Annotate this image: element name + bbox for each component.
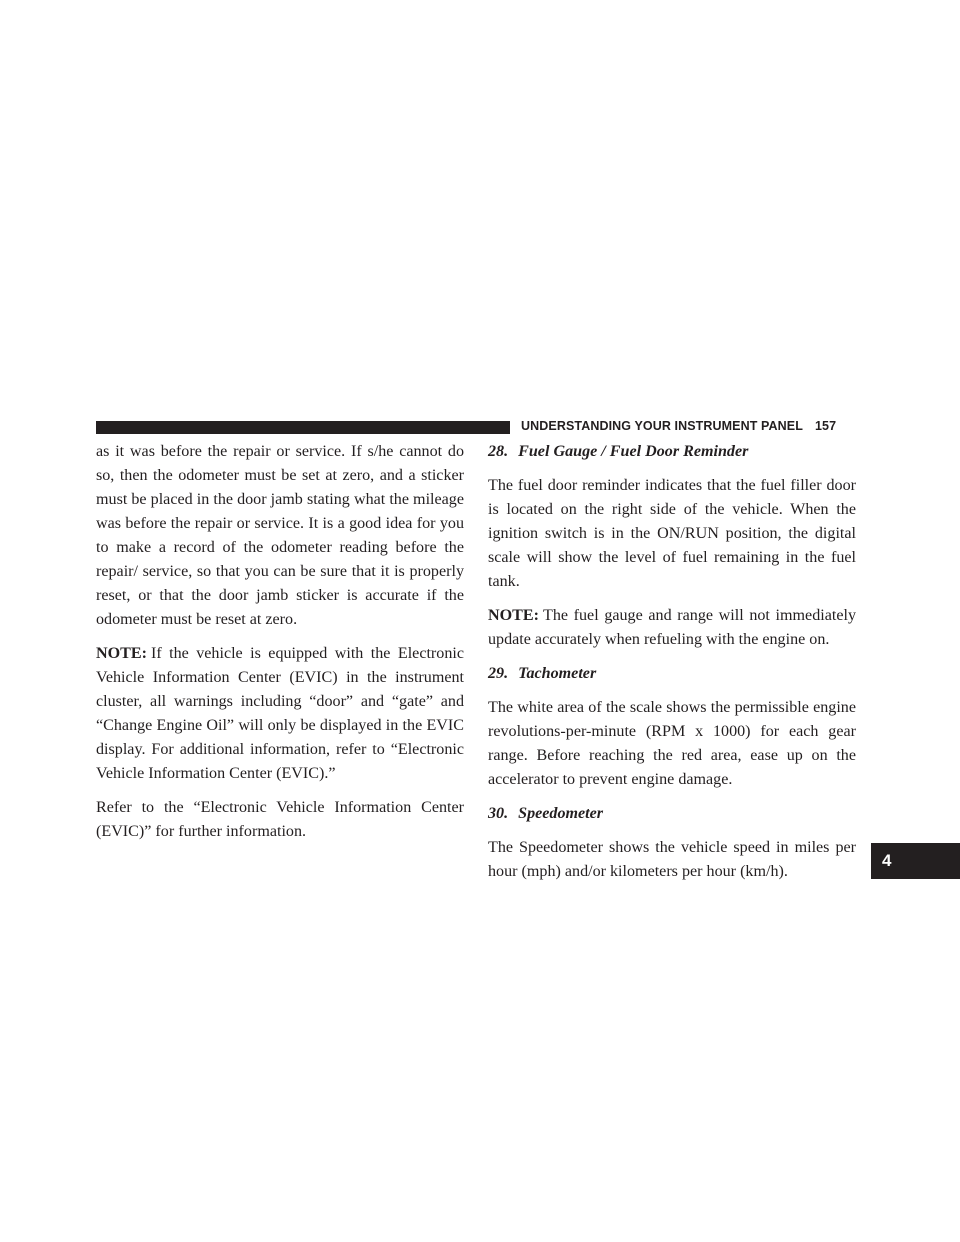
right-column	[488, 440, 856, 894]
chapter-number: 4	[882, 851, 892, 870]
fuel-gauge-note	[488, 604, 856, 652]
tachometer-heading	[488, 662, 856, 686]
speedometer-paragraph: The Speedometer shows the vehicle speed in miles per hour (mph) and/or kilometers per hour (km/h).	[488, 839, 856, 880]
section-title: Speedometer	[518, 805, 604, 822]
section-number: 30.	[488, 805, 509, 822]
note-text: If the vehicle is equipped with the Electronic Vehicle Information Center (EVIC) in the instrument cluster, all warnings including “door” and “gate” and “Change Engine Oil” will only be displayed in the EVIC display. For additional information, refer to “Electronic Vehicle Information Center (EVIC).”	[96, 645, 464, 782]
running-header	[521, 419, 836, 433]
left-column	[96, 440, 464, 854]
note-label: NOTE:	[96, 645, 147, 662]
odometer-paragraph: as it was before the repair or service. If s/he cannot do so, then the odometer must be set at zero, and a sticker must be placed in the door jamb stating what the mileage was before the repair or service. It is a good idea for you to make a record of the odometer reading before the repair/ service, so that you can be sure that it is properly reset, or that the door jamb sticker is accurate if the odometer must be reset at zero.	[96, 443, 464, 628]
tachometer-paragraph: The white area of the scale shows the permissible engine revolutions-per-minute (RPM x 1000) for each gear range. Before reaching the red area, ease up on the accelerator to prevent engine damage.	[488, 699, 856, 788]
chapter-tab	[871, 843, 960, 879]
fuel-gauge-paragraph: The fuel door reminder indicates that the fuel filler door is located on the right side of the vehicle. When the ignition switch is in the ON/RUN position, the digital scale will show the level of fuel remaining in the fuel tank.	[488, 477, 856, 590]
section-number: 28.	[488, 443, 509, 460]
note-label: NOTE:	[488, 607, 539, 624]
evic-reference-paragraph: Refer to the “Electronic Vehicle Information Center (EVIC)” for further information.	[96, 799, 464, 840]
section-title: UNDERSTANDING YOUR INSTRUMENT PANEL	[521, 419, 803, 433]
note-text: The fuel gauge and range will not immediately update accurately when refueling with the engine on.	[488, 607, 856, 648]
header-rule	[96, 421, 510, 434]
section-title: Fuel Gauge / Fuel Door Reminder	[518, 443, 749, 460]
evic-note	[96, 642, 464, 786]
section-number: 29.	[488, 665, 509, 682]
fuel-gauge-heading	[488, 440, 856, 464]
section-title: Tachometer	[518, 665, 597, 682]
speedometer-heading	[488, 802, 856, 826]
page-number: 157	[814, 419, 837, 433]
